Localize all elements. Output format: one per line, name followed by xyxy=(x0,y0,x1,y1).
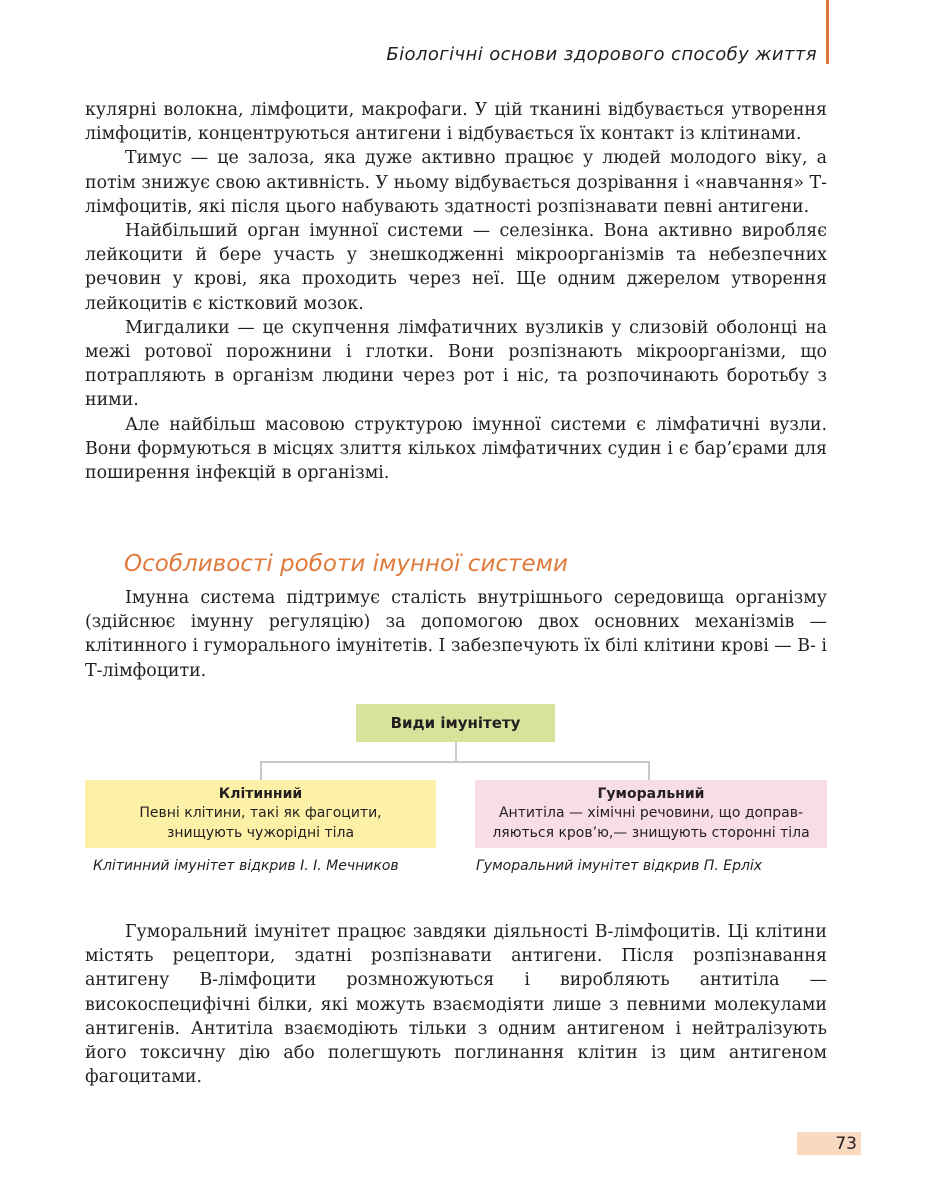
cellular-immunity-box xyxy=(85,780,436,848)
paragraph-humoral: Гуморальний імунітет працює завдяки діяльності В-лімфоцитів. Ці клітини містять рецептори, здатні розпізнавати антигени. Після розпізнавання антигену В-лімфоцити розмножуються і виробляють антитіла — високоспецифічні білки, які можуть взаємодіяти лише з певними молекулами антигенів. Антитіла взаємодіють тільки з одним антигеном і нейтралізують його токсичну дію або полегшують поглинання клітин із цим антигеном фагоцитами. xyxy=(85,922,827,1088)
section-intro-block xyxy=(85,586,827,683)
paragraph-thymus: Тимус — це залоза, яка дуже активно працює у людей молодого віку, а потім знижує свою активність. У ньому відбувається дозрівання і «навчання» Т-лімфоцитів, які після цього набувають здатності розпізнавати певні антигени. xyxy=(85,148,827,217)
diagram-root-box xyxy=(356,704,555,742)
paragraph-tonsils: Мигдалики — це скупчення лімфатичних вузликів у слизовій оболонці на межі ротової порожнини і глотки. Вони розпізнають мікроорганізми, що потрапляють в організм людини через рот і ніс, та розпочинають боротьбу з ними. xyxy=(85,317,827,411)
diagram-connector xyxy=(648,761,650,780)
diagram-root-label: Види імунітету xyxy=(390,714,521,732)
diagram-connector xyxy=(260,761,262,780)
paragraph-intro: Імунна система підтримує сталість внутрішнього середовища організму (здійснює імунну регуляцію) за допомогою двох основних механізмів — клітинного і гуморального імунітетів. І забезпечують їх білі клітини крові — В- і Т-лімфоцити. xyxy=(85,588,827,681)
body-text-top xyxy=(85,98,827,485)
paragraph-lymph-nodes: Але найбільш масовою структурою імунної системи є лімфатичні вузли. Вони формуються в місцях злиття кількох лімфатичних судин і є бар’єрами для поширення інфекцій в організмі. xyxy=(85,414,827,484)
humoral-desc-line2: ляються кров’ю,— знищують сторонні тіла xyxy=(492,824,810,841)
humoral-caption: Гуморальний імунітет відкрив П. Ерліх xyxy=(476,858,763,874)
cellular-desc-line1: Певні клітини, такі як фагоцити, xyxy=(139,805,382,822)
section-heading: Особливості роботи імунної системи xyxy=(124,551,568,577)
humoral-immunity-box xyxy=(475,780,827,848)
humoral-title: Гуморальний xyxy=(597,785,705,802)
body-text-bottom xyxy=(85,920,827,1089)
paragraph-spleen: Найбільший орган імунної системи — селезінка. Вона активно виробляє лейкоцити й бере участь у знешкодженні мікроорганізмів та небезпечних речовин у крові, яка проходить через неї. Ще одним джерелом утворення лейкоцитів є кістковий мозок. xyxy=(85,221,827,314)
cellular-title: Клітинний xyxy=(218,785,303,802)
page-number xyxy=(797,1132,861,1155)
diagram-connector xyxy=(260,761,650,763)
humoral-desc-line1: Антитіла — хімічні речовини, що доправ- xyxy=(498,805,804,822)
cellular-caption: Клітинний імунітет відкрив І. І. Мечников xyxy=(93,858,399,874)
diagram-connector xyxy=(455,742,457,761)
header-accent-rule xyxy=(826,0,829,64)
paragraph-continuation: кулярні волокна, лімфоцити, макрофаги. У цій тканині відбувається утворення лімфоцитів, концентруються антигени і відбувається їх контакт із клітинами. xyxy=(85,100,827,145)
running-head: Біологічні основи здорового способу життя xyxy=(386,44,817,65)
cellular-desc-line2: знищують чужорідні тіла xyxy=(166,824,355,841)
page-number-label: 73 xyxy=(835,1133,857,1154)
